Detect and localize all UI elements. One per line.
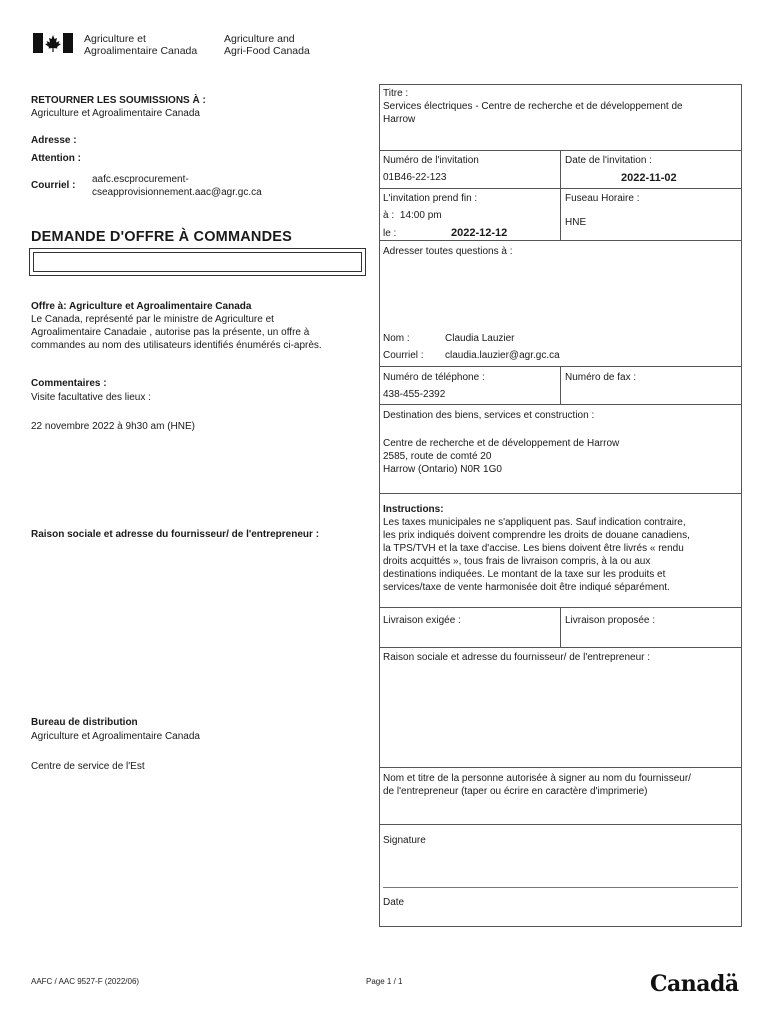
canada-wordmark-logo: Canadä <box>650 971 739 997</box>
destination-label: Destination des biens, services et construction : <box>383 410 595 421</box>
distribution-organization: Agriculture et Agroalimentaire Canada <box>31 731 200 742</box>
canada-flag-icon <box>33 33 73 53</box>
offer-line1: Le Canada, représenté par le ministre de Agriculture et <box>31 314 274 325</box>
questions-label: Adresser toutes questions à : <box>383 246 513 257</box>
distribution-center: Centre de service de l'Est <box>31 761 145 772</box>
department-name-fr <box>84 33 197 57</box>
divider <box>379 240 742 241</box>
date-label: Date <box>383 897 405 908</box>
standing-offer-number-field[interactable] <box>29 248 366 276</box>
destination-line2: 2585, route de comté 20 <box>383 451 492 462</box>
divider <box>379 493 742 494</box>
contact-name: Claudia Lauzier <box>445 333 515 344</box>
comments-line1: Visite facultative des lieux : <box>31 392 151 403</box>
divider <box>560 366 561 404</box>
dept-fr-line2: Agroalimentaire Canada <box>84 45 198 58</box>
return-email[interactable] <box>92 173 262 199</box>
supplier-name-address-label: Raison sociale et adresse du fournisseur/ de l'entrepreneur : <box>31 529 320 540</box>
return-email-line1: aafc.escprocurement- <box>92 174 189 185</box>
phone-label: Numéro de téléphone : <box>383 372 485 383</box>
offer-line3: commandes au nom des utilisateurs identifiés énumérés ci-après. <box>31 340 322 351</box>
return-submissions-label: RETOURNER LES SOUMISSIONS À : <box>31 95 206 106</box>
title-line1: Services électriques - Centre de recherche et de développement de <box>383 101 683 112</box>
divider <box>560 607 561 647</box>
offer-paragraph <box>31 313 371 352</box>
offer-to-label: Offre à: Agriculture et Agroalimentaire Canada <box>31 301 252 312</box>
invitation-date-label: Date de l'invitation : <box>565 155 652 166</box>
distribution-office-label: Bureau de distribution <box>31 717 138 728</box>
divider <box>379 767 742 768</box>
email-label: Courriel : <box>31 180 76 191</box>
signature-label: Signature <box>383 835 426 846</box>
instructions-line: Les taxes municipales ne s'appliquent pas. Sauf indication contraire, <box>383 517 686 528</box>
signatory-label <box>383 772 740 798</box>
divider <box>379 188 742 189</box>
return-organization: Agriculture et Agroalimentaire Canada <box>31 108 200 119</box>
divider <box>379 824 742 825</box>
timezone: HNE <box>565 217 587 228</box>
form-code: AAFC / AAC 9527-F (2022/06) <box>31 977 140 986</box>
invitation-number-label: Numéro de l'invitation <box>383 155 479 166</box>
instructions-line: les prix indiqués doivent comprendre les droits de douane canadiens, <box>383 530 690 541</box>
dept-en-line1: Agriculture and <box>224 33 295 45</box>
return-email-line2: cseapprovisionnement.aac@agr.gc.ca <box>92 187 262 198</box>
title-label: Titre : <box>383 88 409 99</box>
instructions-line: services/taxe de vente harmonisée doit être indiqué séparément. <box>383 582 670 593</box>
contact-email-label: Courriel : <box>383 350 424 361</box>
signature-line[interactable] <box>383 887 738 888</box>
closing-time: 14:00 pm <box>399 210 442 221</box>
destination-address <box>383 437 619 476</box>
invitation-number: 01B46-22-123 <box>383 172 447 183</box>
closing-date: 2022-12-12 <box>451 227 508 239</box>
department-name-en <box>224 33 310 57</box>
instructions-line: droits acquittés », tous frais de livraison compris, à la ou aux <box>383 556 651 567</box>
divider <box>379 647 742 648</box>
closing-on-label: le : <box>383 228 397 239</box>
fax-label: Numéro de fax : <box>565 372 637 383</box>
signatory-line1: Nom et titre de la personne autorisée à signer au nom du fournisseur/ <box>383 773 691 784</box>
instructions-label: Instructions: <box>383 504 444 515</box>
delivery-proposed-label: Livraison proposée : <box>565 615 656 626</box>
closing-time-row <box>383 209 442 222</box>
contact-email[interactable]: claudia.lauzier@agr.gc.ca <box>445 350 560 361</box>
supplier-box-label: Raison sociale et adresse du fournisseur/ de l'entrepreneur : <box>383 652 651 663</box>
destination-line3: Harrow (Ontario) N0R 1G0 <box>383 464 502 475</box>
phone-number: 438-455-2392 <box>383 389 446 400</box>
signatory-line2: de l'entrepreneur (taper ou écrire en caractère d'imprimerie) <box>383 786 648 797</box>
address-label: Adresse : <box>31 135 77 146</box>
dept-fr-line1: Agriculture et <box>84 33 146 45</box>
comments-line2: 22 novembre 2022 à 9h30 am (HNE) <box>31 421 195 432</box>
closing-at-label: à : <box>383 210 395 221</box>
timezone-label: Fuseau Horaire : <box>565 193 640 204</box>
divider <box>379 404 742 405</box>
instructions-line: destinations indiquées. Le montant de la taxe sur les produits et <box>383 569 666 580</box>
destination-line1: Centre de recherche et de développement de Harrow <box>383 438 620 449</box>
closing-label: L'invitation prend fin : <box>383 193 478 204</box>
offer-line2: Agroalimentaire Canadaie , autorise pas la présente, un offre à <box>31 327 310 338</box>
delivery-required-label: Livraison exigée : <box>383 615 461 626</box>
attention-label: Attention : <box>31 153 81 164</box>
invitation-date: 2022-11-02 <box>621 172 677 184</box>
document-title: DEMANDE D'OFFRE À COMMANDES <box>31 229 292 245</box>
comments-label: Commentaires : <box>31 378 107 389</box>
title-line2: Harrow <box>383 114 416 125</box>
title-block <box>383 87 738 126</box>
standing-offer-number-inner <box>33 252 362 272</box>
instructions-line: la TPS/TVH et la taxe d'accise. Les biens doivent être livrés « rendu <box>383 543 684 554</box>
dept-en-line2: Agri-Food Canada <box>224 45 310 58</box>
divider <box>560 150 561 240</box>
contact-name-label: Nom : <box>383 333 410 344</box>
instructions-text <box>383 516 740 594</box>
page-number: Page 1 / 1 <box>366 977 403 986</box>
